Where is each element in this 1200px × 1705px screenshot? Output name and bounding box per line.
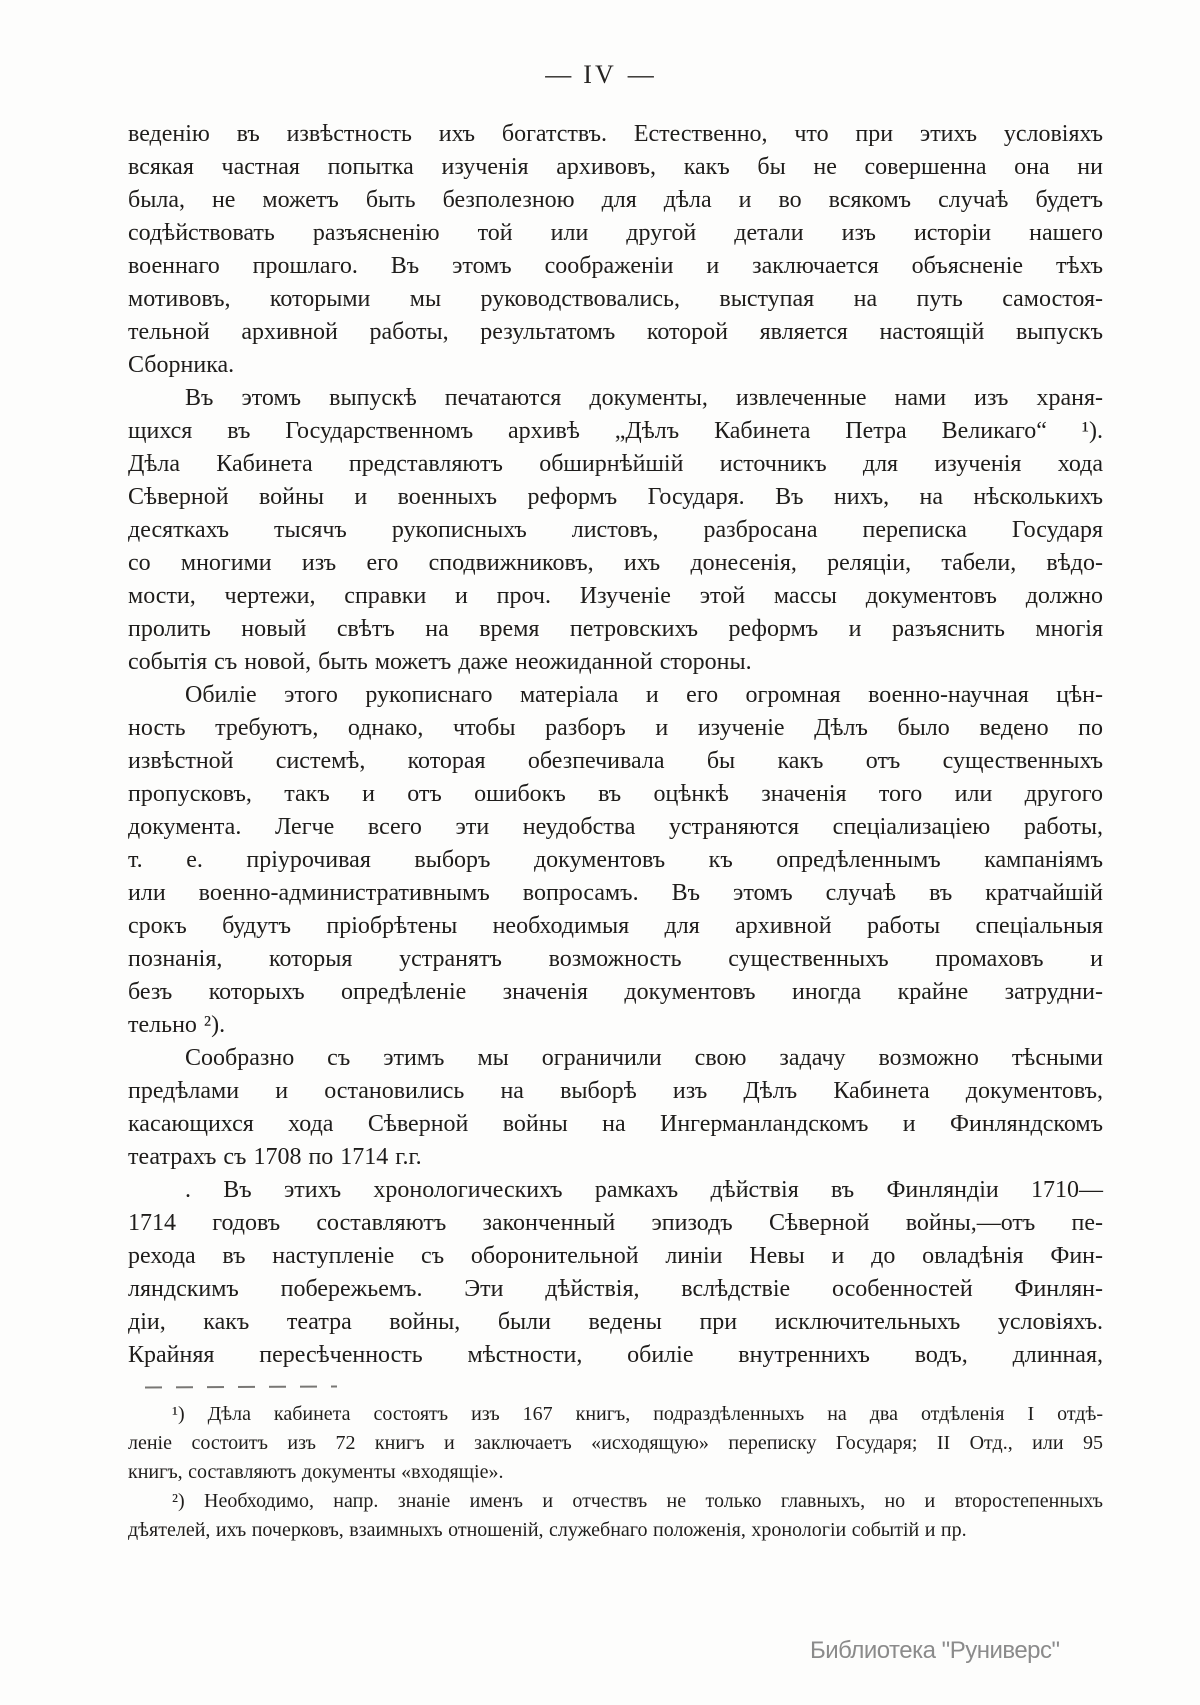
- text-line: военнаго прошлаго. Въ этомъ соображеніи и заключается объясненіе тѣхъ: [128, 253, 1103, 279]
- text-line: пролить новый свѣтъ на время петровскихъ реформъ и разъяснить многія: [128, 616, 1103, 642]
- text-line: діи, какъ театра войны, были ведены при исключительныхъ условіяхъ.: [128, 1309, 1103, 1335]
- paragraph: [128, 1042, 1103, 1174]
- text-line: театрахъ съ 1708 по 1714 г.г.: [128, 1144, 422, 1170]
- text-line: срокъ будутъ пріобрѣтены необходимыя для архивной работы спеціальныя: [128, 913, 1103, 939]
- text-line: безъ которыхъ опредѣленіе значенія документовъ иногда крайне затрудни-: [128, 979, 1103, 1005]
- text-line: ляндскимъ побережьемъ. Эти дѣйствія, вслѣдствіе особенностей Финлян-: [128, 1276, 1103, 1302]
- paragraph: [128, 1174, 1103, 1372]
- text-line: мости, чертежи, справки и проч. Изученіе этой массы документовъ должно: [128, 583, 1103, 609]
- text-line: тельной архивной работы, результатомъ которой является настоящій выпускъ: [128, 319, 1103, 345]
- text-line: всякая частная попытка изученія архивовъ, какъ бы не совершенна она ни: [128, 154, 1103, 180]
- text-line: книгъ, составляютъ документы «входящіе».: [128, 1461, 504, 1483]
- page-number-roman: IV: [583, 60, 617, 89]
- text-line: Обиліе этого рукописнаго матеріала и его огромная военно-научная цѣн-: [185, 682, 1103, 708]
- body-text: [128, 118, 1103, 1372]
- text-line: событія съ новой, быть можетъ даже неожиданной стороны.: [128, 649, 752, 675]
- page-number: [128, 60, 1072, 90]
- text-line: предѣлами и остановились на выборѣ изъ Дѣлъ Кабинета документовъ,: [128, 1078, 1103, 1104]
- text-line: леніе состоитъ изъ 72 книгъ и заключаетъ «исходящую» переписку Государя; II Отд., или 95: [128, 1432, 1103, 1454]
- text-line: со многими изъ его сподвижниковъ, ихъ донесенія, реляціи, табели, вѣдо-: [128, 550, 1103, 576]
- text-line: Сѣверной войны и военныхъ реформъ Государя. Въ нихъ, на нѣсколькихъ: [128, 484, 1103, 510]
- text-line: Въ этомъ выпускѣ печатаются документы, извлеченные нами изъ храня-: [185, 385, 1103, 411]
- text-line: ²) Необходимо, напр. знаніе именъ и отчествъ не только главныхъ, но и второстепенныхъ: [172, 1490, 1103, 1512]
- text-line: тельно ²).: [128, 1012, 226, 1038]
- text-line: Сборника.: [128, 352, 235, 378]
- paragraph: [128, 679, 1103, 1042]
- text-line: извѣстной системѣ, которая обезпечивала бы какъ отъ существенныхъ: [128, 748, 1103, 774]
- paragraph: [128, 1400, 1103, 1487]
- text-line: Крайняя пересѣченность мѣстности, обиліе внутреннихъ водъ, длинная,: [128, 1342, 1103, 1368]
- footnotes: [128, 1400, 1103, 1545]
- footnote-separator: [145, 1385, 337, 1388]
- text-line: десяткахъ тысячъ рукописныхъ листовъ, разбросана переписка Государя: [128, 517, 1103, 543]
- text-line: касающихся хода Сѣверной войны на Ингерманландскомъ и Финляндскомъ: [128, 1111, 1103, 1137]
- text-line: ность требуютъ, однако, чтобы разборъ и изученіе Дѣлъ было ведено по: [128, 715, 1103, 741]
- text-line: т. е. пріурочивая выборъ документовъ къ опредѣленнымъ кампаніямъ: [128, 847, 1103, 873]
- text-line: дѣятелей, ихъ почерковъ, взаимныхъ отношеній, служебнаго положенія, хронологіи событій и пр.: [128, 1519, 967, 1541]
- paragraph: [128, 118, 1103, 382]
- text-line: рехода въ наступленіе съ оборонительной линіи Невы и до овладѣнія Фин-: [128, 1243, 1103, 1269]
- text-line: Дѣла Кабинета представляютъ обширнѣйшій источникъ для изученія хода: [128, 451, 1103, 477]
- text-line: познанія, которыя устранятъ возможность существенныхъ промаховъ и: [128, 946, 1103, 972]
- text-line: или военно-административнымъ вопросамъ. Въ этомъ случаѣ въ кратчайшій: [128, 880, 1103, 906]
- text-line: 1714 годовъ составляютъ законченный эпизодъ Сѣверной войны,—отъ пе-: [128, 1210, 1103, 1236]
- text-line: документа. Легче всего эти неудобства устраняются спеціализаціею работы,: [128, 814, 1103, 840]
- text-line: веденію въ извѣстность ихъ богатствъ. Естественно, что при этихъ условіяхъ: [128, 121, 1103, 147]
- text-line: щихся въ Государственномъ архивѣ „Дѣлъ Кабинета Петра Великаго“ ¹).: [128, 418, 1103, 444]
- text-line: ¹) Дѣла кабинета состоятъ изъ 167 книгъ, подраздѣленныхъ на два отдѣленія I отдѣ-: [172, 1403, 1103, 1425]
- text-line: пропусковъ, такъ и отъ ошибокъ въ оцѣнкѣ значенія того или другого: [128, 781, 1103, 807]
- text-line: содѣйствовать разъясненію той или другой детали изъ исторіи нашего: [128, 220, 1103, 246]
- paragraph: [128, 1487, 1103, 1545]
- text-line: мотивовъ, которыми мы руководствовались, выступая на путь самостоя-: [128, 286, 1103, 312]
- header-dash-right: —: [627, 60, 655, 89]
- text-line: . Въ этихъ хронологическихъ рамкахъ дѣйствія въ Финляндіи 1710—: [185, 1177, 1103, 1203]
- header-dash-left: —: [545, 60, 573, 89]
- paragraph: [128, 382, 1103, 679]
- library-watermark: Библиотека "Руниверс": [810, 1637, 1060, 1664]
- text-line: Сообразно съ этимъ мы ограничили свою задачу возможно тѣсными: [185, 1045, 1103, 1071]
- text-line: была, не можетъ быть безполезною для дѣла и во всякомъ случаѣ будетъ: [128, 187, 1103, 213]
